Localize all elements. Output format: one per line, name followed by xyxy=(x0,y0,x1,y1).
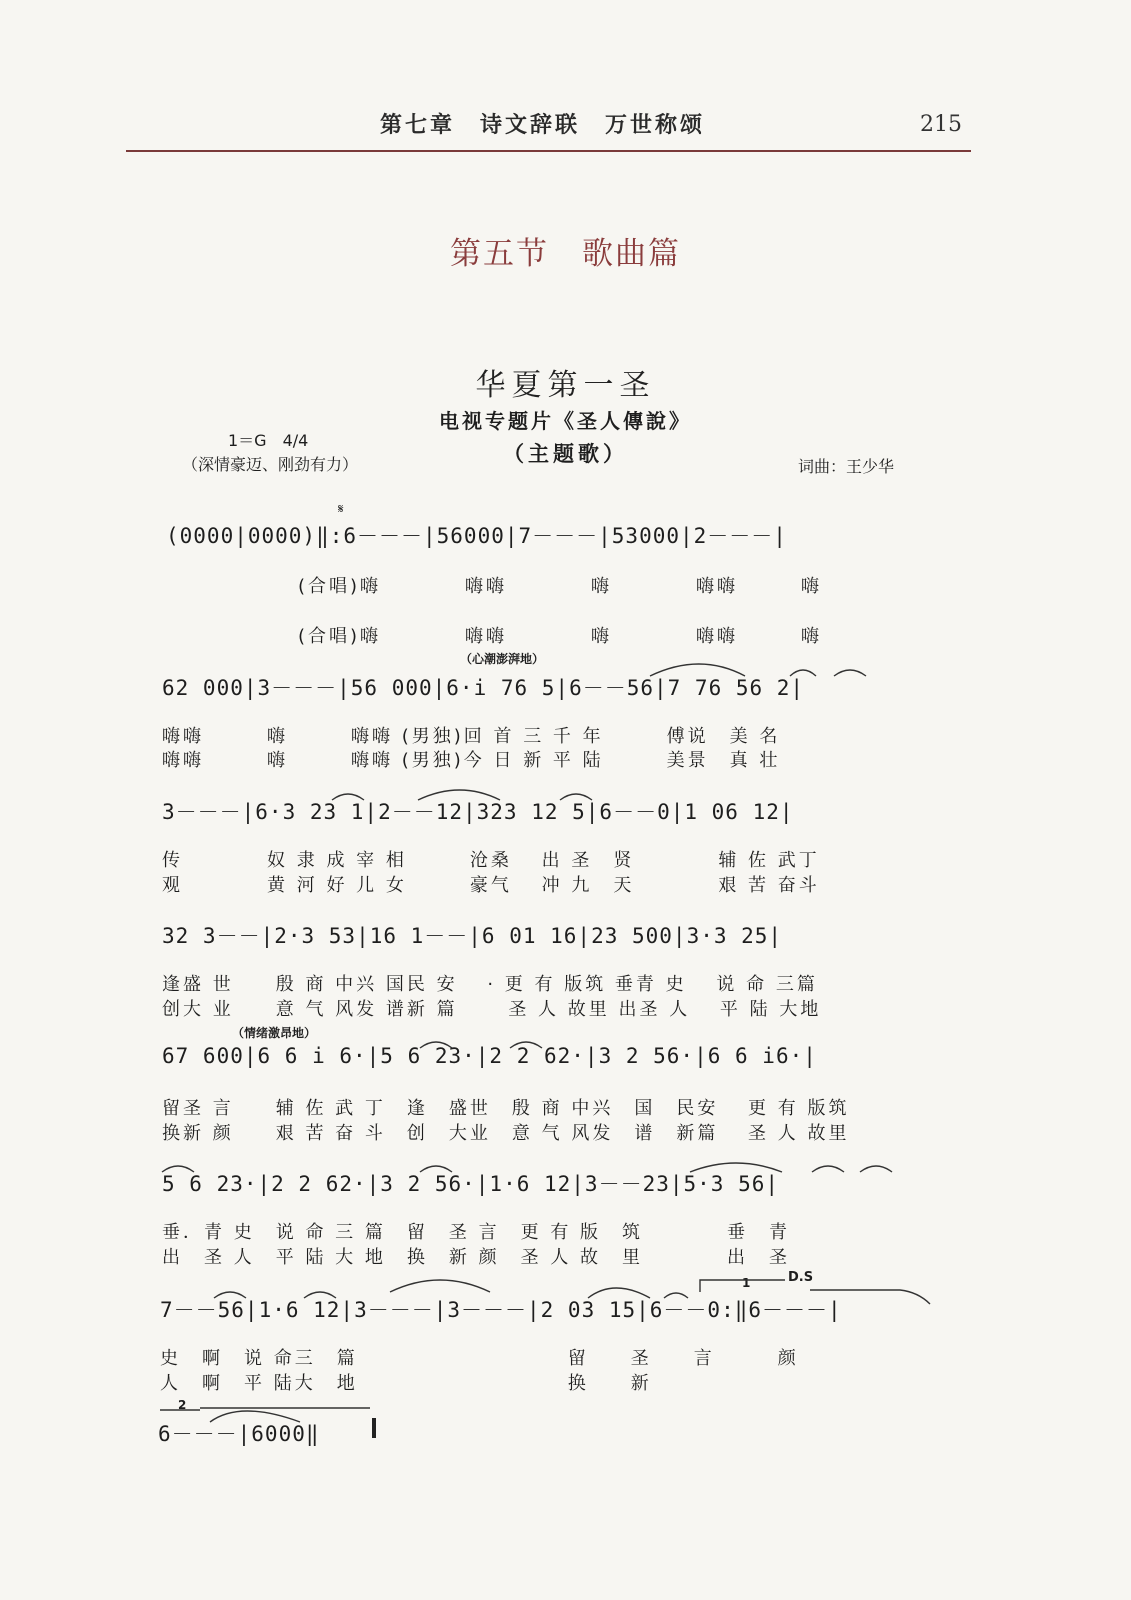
chapter-heading: 第七章 诗文辞联 万世称颂 xyxy=(380,113,706,138)
lyric-line: 嗨嗨 嗨 嗨嗨 (男独)回 首 三 千 年 傅说 美 名 xyxy=(162,726,781,747)
lyric-line: 创大 业 意 气 风发 谱新 篇 圣 人 故里 出圣 人 平 陆 大地 xyxy=(162,999,822,1020)
slur-mark xyxy=(834,670,866,676)
slur-mark xyxy=(332,794,364,800)
lyric-line: 嗨嗨 嗨 嗨嗨 (男独)今 日 新 平 陆 美景 真 壮 xyxy=(162,750,781,771)
slur-mark xyxy=(420,1042,452,1048)
lyric-line: 垂．青 史 说 命 三 篇 留 圣 言 更 有 版 筑 垂 青 xyxy=(162,1222,791,1243)
slur-mark xyxy=(860,1166,892,1172)
notation-line: 67 600|6 6 i 6·|5 6 23·|2 2 62·|3 2 56·|6 6 i6·| xyxy=(162,1044,817,1068)
lyric-line: 留圣 言 辅 佐 武 丁 逢 盛世 殷 商 中兴 国 民安 更 有 版筑 xyxy=(162,1098,850,1119)
lyric-line: 史 啊 说 命三 篇 留 圣 言 颜 xyxy=(160,1348,799,1369)
theme-song-label: （主题歌） xyxy=(503,442,628,466)
slur-mark xyxy=(790,670,816,676)
lyric-line: (合唱)嗨 嗨嗨 嗨 嗨嗨 嗨 xyxy=(298,576,823,597)
notation-line: 3－－－|6·3 23 1|2－－12|323 12 5|6－－0|1 06 12| xyxy=(162,800,794,824)
notation-line: 62 000|3－－－|56 000|6·i 76 5|6－－56|7 76 56 2| xyxy=(162,676,805,700)
lyric-line: 传 奴 隶 成 宰 相 沧桑 出 圣 贤 辅 佐 武丁 xyxy=(162,850,820,871)
song-title: 华夏第一圣 xyxy=(475,368,656,403)
slur-mark xyxy=(214,1292,246,1298)
final-barline xyxy=(372,1418,376,1438)
slur-mark xyxy=(690,1163,782,1172)
lyric-line: 出 圣 人 平 陆 大 地 换 新 颜 圣 人 故 里 出 圣 xyxy=(162,1247,791,1268)
song-subtitle: 电视专题片《圣人傳說》 xyxy=(439,409,692,433)
slur-mark xyxy=(418,790,500,800)
section-title: 第五节 歌曲篇 xyxy=(450,236,681,272)
notation-line: (0000|0000)‖:6－－－|56000|7－－－|53000|2－－－| xyxy=(166,524,787,548)
slur-mark xyxy=(812,1166,844,1172)
lyric-line: 观 黄 河 好 儿 女 豪气 冲 九 天 艰 苦 奋斗 xyxy=(162,875,820,896)
slur-mark xyxy=(560,794,592,800)
volta-bracket xyxy=(700,1280,785,1292)
expression-annotation: （心潮澎湃地） xyxy=(460,652,545,666)
lyric-line: 人 啊 平 陆大 地 换 新 xyxy=(160,1373,652,1394)
slur-mark xyxy=(390,1280,490,1292)
segno-mark: 𝄋 xyxy=(338,502,344,517)
dal-segno-mark: D.S xyxy=(788,1270,814,1285)
lyric-line: 逢盛 世 殷 商 中兴 国民 安 · 更 有 版筑 垂青 史 说 命 三篇 xyxy=(162,974,818,995)
lyric-line: 换新 颜 艰 苦 奋 斗 创 大业 意 气 风发 谱 新篇 圣 人 故里 xyxy=(162,1123,850,1144)
volta-first-ending-number: 1 xyxy=(742,1276,751,1290)
page-number: 215 xyxy=(920,112,962,137)
notation-line: 5 6 23·|2 2 62·|3 2 56·|1·6 12|3－－23|5·3 56| xyxy=(162,1172,780,1196)
volta-second-ending-number: 2 xyxy=(178,1398,187,1412)
slur-mark xyxy=(588,1288,650,1298)
slur-mark xyxy=(210,1411,300,1422)
expression-marking: （深情豪迈、刚劲有力） xyxy=(182,455,359,474)
notation-line: 32 3－－|2·3 53|16 1－－|6 01 16|23 500|3·3 25| xyxy=(162,924,783,948)
slur-mark xyxy=(650,664,745,676)
notation-line: 7－－56|1·6 12|3－－－|3－－－|2 03 15|6－－0:‖6－－－| xyxy=(160,1298,842,1322)
volta-bracket xyxy=(810,1290,930,1304)
lyric-line: (合唱)嗨 嗨嗨 嗨 嗨嗨 嗨 xyxy=(298,626,823,647)
notation-line: 6－－－|6000‖ xyxy=(158,1422,320,1446)
slur-mark xyxy=(664,1293,688,1298)
expression-annotation: （情绪激昂地） xyxy=(232,1026,317,1040)
slur-mark xyxy=(162,1166,194,1172)
slur-mark xyxy=(510,1042,542,1048)
song-credits: 词曲：王少华 xyxy=(798,457,895,476)
key-signature: 1＝G 4/4 xyxy=(228,431,309,450)
slur-mark xyxy=(304,1292,336,1298)
slur-mark xyxy=(420,1166,452,1172)
